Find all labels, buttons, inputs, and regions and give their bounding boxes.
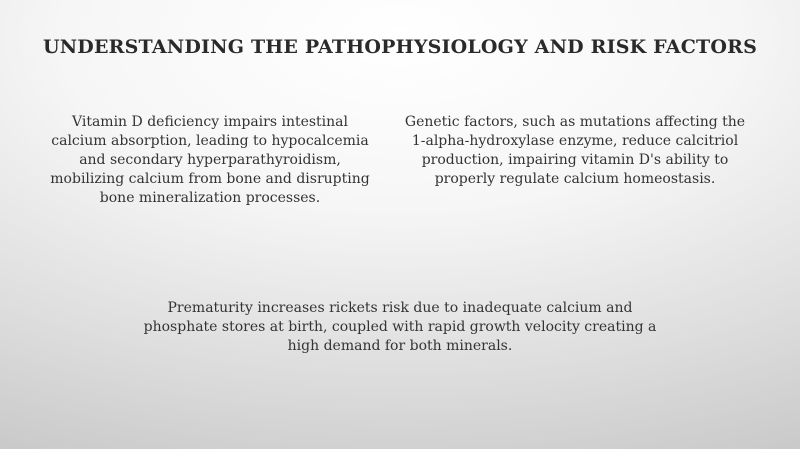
paragraph-prematurity: Prematurity increases rickets risk due to inadequate calcium and phosphate stores at birth, coupled with rapid growth velocity creating a high demand for both minerals.: [143, 300, 657, 354]
paragraph-genetic-factors: Genetic factors, such as mutations affecting the 1-alpha-hydroxylase enzyme, reduce calcitriol production, impairing vitamin D's ability to properly regulate calcium homeostasis.: [404, 114, 746, 187]
slide-title: UNDERSTANDING THE PATHOPHYSIOLOGY AND RISK FACTORS: [42, 36, 758, 58]
paragraph-vitamin-d-deficiency: Vitamin D deficiency impairs intestinal calcium absorption, leading to hypocalcemia and secondary hyperparathyroidism, mobilizing calcium from bone and disrupting bone mineralization processes.: [50, 114, 370, 206]
